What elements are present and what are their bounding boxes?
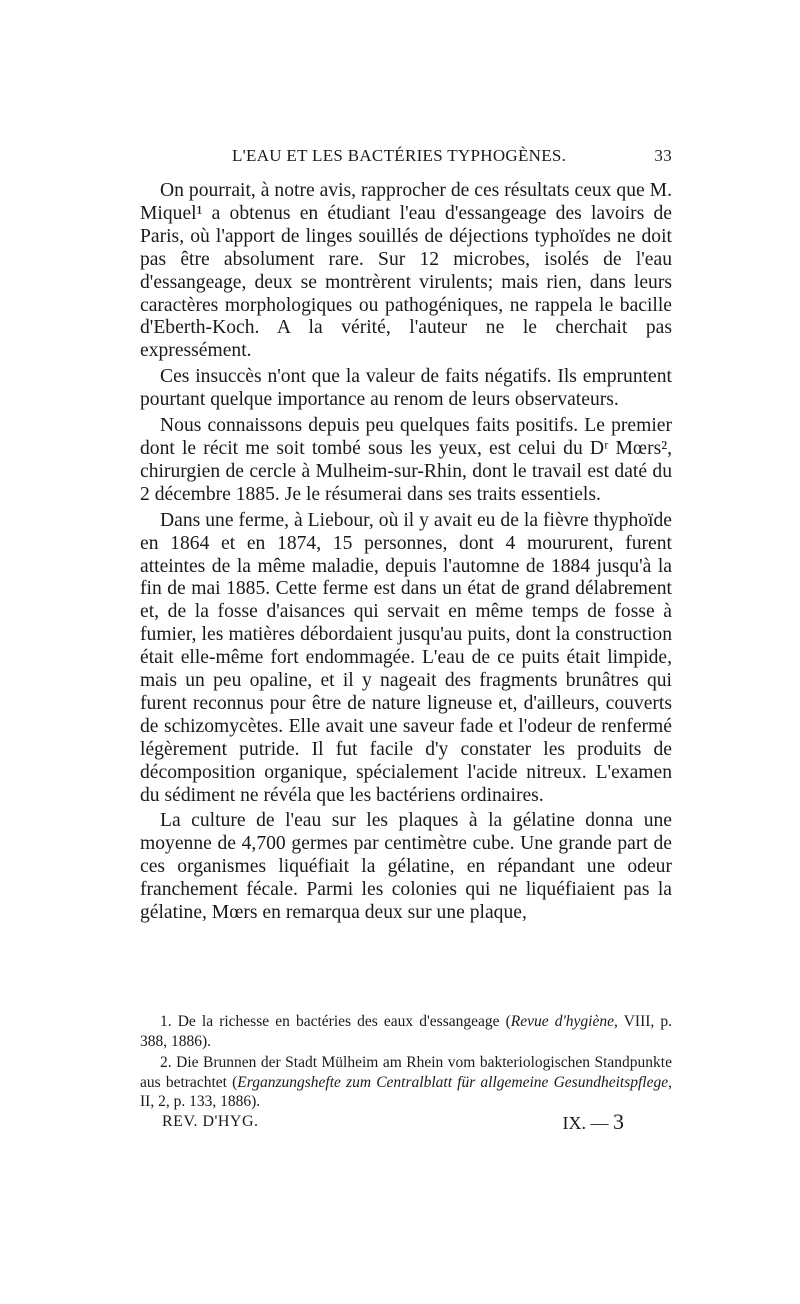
page-number: 33: [654, 146, 672, 165]
signature-volume: [563, 1109, 625, 1135]
paragraph: La culture de l'eau sur les plaques à la gélatine donna une moyenne de 4,700 germes par centimètre cube. Une grande part de ces organismes liquéfiait la gélatine, en répandant une odeur franchement fécale. Parmi les colonies qui ne liquéfiaient pas la gélatine, Mœrs en remarqua deux sur une plaque,: [140, 810, 672, 924]
body-text: [140, 180, 672, 925]
paragraph: Ces insuccès n'ont que la valeur de faits négatifs. Ils empruntent pourtant quelque importance au renom de leurs observateurs.: [140, 366, 672, 411]
paragraph: Nous connaissons depuis peu quelques faits positifs. Le premier dont le récit me soit tombé sous les yeux, est celui du Dʳ Mœrs², chirurgien de cercle à Mulheim-sur-Rhin, dont le travail est daté du 2 décembre 1885. Je le résumerai dans ses traits essentiels.: [140, 415, 672, 505]
footnote-citation-title: Revue d'hygiène: [510, 1013, 615, 1030]
footnote-number: 2.: [160, 1054, 172, 1072]
footnote-text: De la richesse en bactéries des eaux d'essangeage (: [177, 1013, 511, 1030]
running-title: L'EAU ET LES BACTÉRIES TYPHOGÈNES.: [232, 146, 567, 165]
paragraph: Dans une ferme, à Liebour, où il y avait eu de la fièvre thyphoïde en 1864 et en 1874, 15 personnes, dont 4 moururent, furent atteintes de la même maladie, depuis l'automne de 1884 jusqu'à la fin de mai 1885. Cette ferme est dans un état de grand délabrement et, de la fosse d'aisances qui servait en même temps de fosse à fumier, les matières débordaient jusqu'au puits, dont la construction était elle-même fort endommagée. L'eau de ce puits était limpide, mais un peu opaline, et il y nageait des fragments brunâtres qui furent reconnus pour être de nature ligneuse et, d'ailleurs, couverts de schizomycètes. Elle avait une saveur fade et l'odeur de renfermé légèrement putride. Il fut facile d'y constater les produits de décomposition organique, spécialement l'acide nitreux. L'examen du sédiment ne révéla que les bactériens ordinaires.: [140, 509, 672, 806]
footnote-text-end: , II, 2, p. 133, 1886).: [140, 1073, 672, 1111]
signature-volume-label: IX. —: [562, 1113, 609, 1133]
signature-journal: REV. D'HYG.: [162, 1113, 259, 1130]
footnote-number: 1.: [160, 1013, 172, 1030]
footnote: [140, 1053, 672, 1112]
footnote-text: Die Brunnen der Stadt Mülheim am Rhein vom bakteriologischen Standpunkte aus betrachtet (: [140, 1054, 672, 1091]
paragraph: On pourrait, à notre avis, rapprocher de ces résultats ceux que M. Miquel¹ a obtenus en étudiant l'eau d'essangeage des lavoirs de Paris, où l'apport de linges souillés de déjections typhoïdes ne doit pas être absolument rare. Sur 12 microbes, isolés de l'eau d'essangeage, deux se montrèrent virulents; mais rien, dans leurs caractères morphologiques ou pathogéniques, ne rappela le bacille d'Eberth-Koch. A la vérité, l'auteur ne le cherchait pas expressément.: [140, 180, 672, 362]
footnotes: [140, 1012, 672, 1112]
footnote: [140, 1012, 672, 1051]
footnote-citation-title: Erganzungshefte zum Centralblatt für allgemeine Gesundheitspflege: [237, 1073, 669, 1091]
signature-number: 3: [613, 1109, 624, 1134]
footnote-text-end: , VIII, p. 388, 1886).: [140, 1013, 672, 1050]
